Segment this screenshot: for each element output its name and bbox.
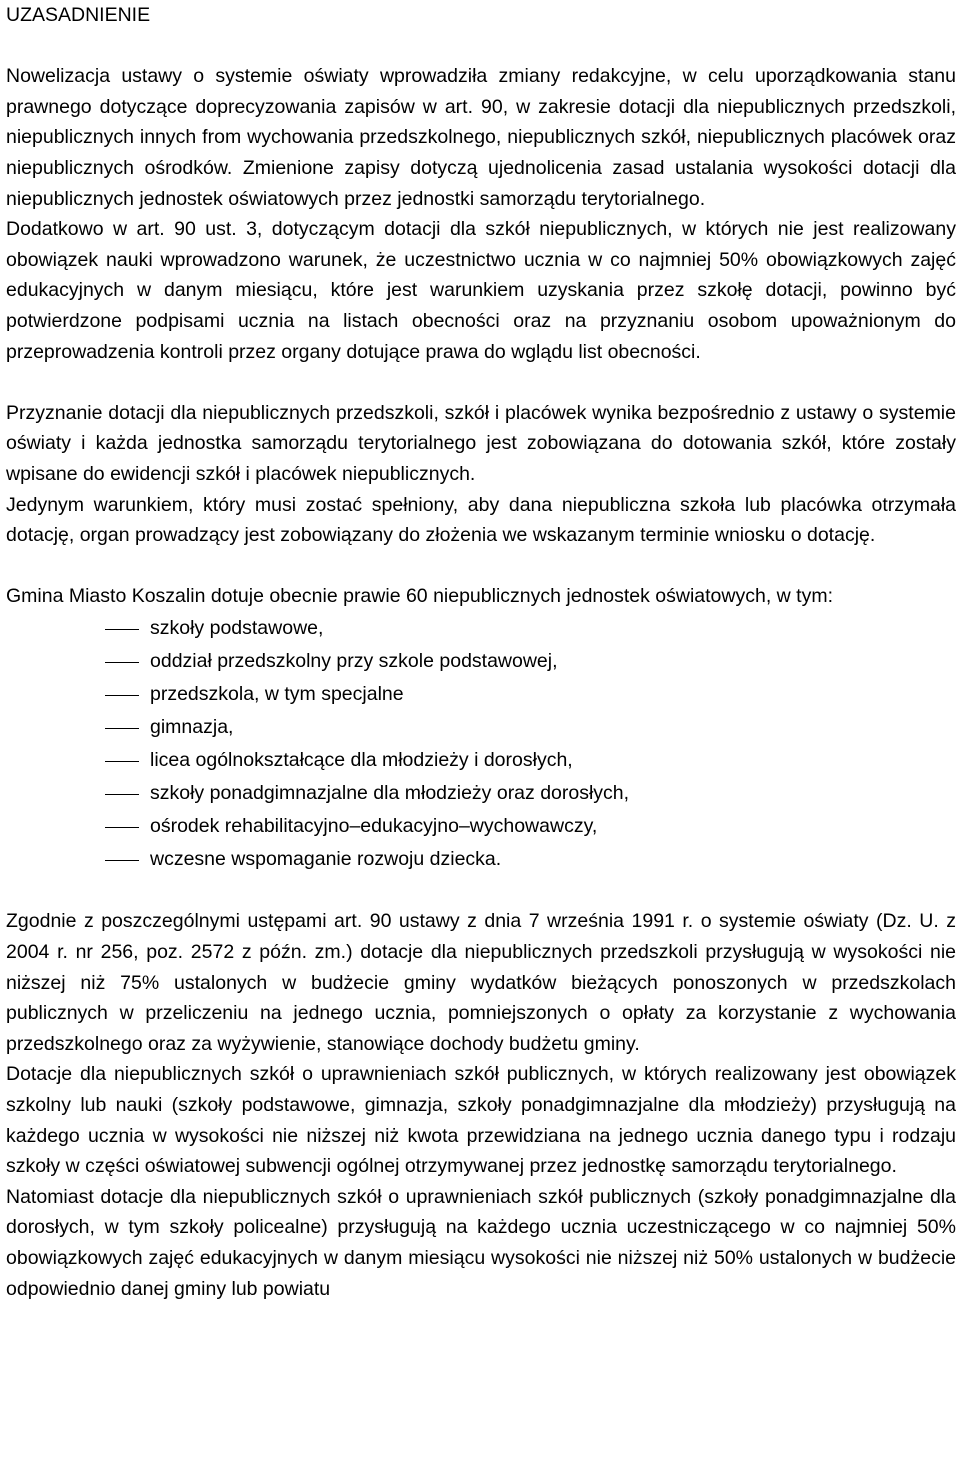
list-item-label: wczesne wspomaganie rozwoju dziecka. (150, 847, 502, 870)
list-item-label: licea ogólnokształcące dla młodzieży i dorosłych, (150, 748, 573, 771)
paragraph-preschool-grants: Zgodnie z poszczególnymi ustępami art. 90 ustawy z dnia 7 września 1991 r. o systemie oświaty (Dz. U. z 2004 r. nr 256, poz. 2572 z późn. zm.) dotacje dla niepublicznych przedszkoli przysługują w wysokości nie niższej niż 75% ustalonych w budżecie gminy wydatków bieżących ponoszonych w przedszkolach publicznych w przeliczeniu na jednego ucznia, pomniejszonych o opłaty za korzystanie z wychowania przedszkolnego oraz za wyżywienie, stanowiące dochody budżetu gminy. (6, 910, 956, 1055)
spacer (6, 551, 956, 582)
institution-list (6, 612, 956, 876)
list-item-label: przedszkola, w tym specjalne (150, 682, 404, 705)
list-item (6, 678, 956, 711)
list-item-label: szkoły podstawowe, (150, 616, 324, 639)
document-page (6, 0, 956, 1304)
list-item (6, 711, 956, 744)
list-item (6, 744, 956, 777)
list-item (6, 645, 956, 678)
spacer (6, 31, 956, 62)
list-item-label: gimnazja, (150, 715, 234, 738)
paragraph-koszalin-intro: Gmina Miasto Koszalin dotuje obecnie prawie 60 niepublicznych jednostek oświatowych, w tym: (6, 585, 833, 608)
list-item-label: szkoły ponadgimnazjalne dla młodzieży oraz dorosłych, (150, 781, 630, 804)
spacer (6, 876, 956, 907)
paragraph-school-grants: Dotacje dla niepublicznych szkół o uprawnieniach szkół publicznych, w których realizowany jest obowiązek szkolny lub nauki (szkoły podstawowe, gimnazja, szkoły ponadgimnazjalne dla młodzieży) przysługują na każdego ucznia w wysokości nie niższej niż kwota przewidziana na jednego ucznia danego typu i rodzaju szkoły w części oświatowej subwencji ogólnej otrzymywanej przez jednostkę samorządu terytorialnego. (6, 1063, 956, 1178)
paragraph-art-90-ust-3: Dodatkowo w art. 90 ust. 3, dotyczącym dotacji dla szkół niepublicznych, w których nie jest realizowany obowiązek nauki wprowadzono warunek, że uczestnictwo ucznia w co najmniej 50% obowiązkowych zajęć edukacyjnych w danym miesiącu, które jest warunkiem uzyskania przez szkołę dotacji, powinno być potwierdzone podpisami ucznia na listach obecności oraz na przyznaniu osobom upoważnionym do przeprowadzenia kontroli przez organy dotujące prawa do wglądu list obecności. (6, 218, 956, 363)
paragraph-amendment: Nowelizacja ustawy o systemie oświaty wprowadziła zmiany redakcyjne, w celu uporządkowania stanu prawnego dotyczące doprecyzowania zapisów w art. 90, w zakresie dotacji dla niepublicznych przedszkoli, niepublicznych innych from wychowania przedszkolnego, niepublicznych szkół, niepublicznych placówek oraz niepublicznych ośrodków. Zmienione zapisy dotyczą ujednolicenia zasad ustalania wysokości dotacji dla niepublicznych jednostek oświatowych przez jednostki samorządu terytorialnego. (6, 65, 956, 210)
paragraph-grant-condition: Jedynym warunkiem, który musi zostać spełniony, aby dana niepubliczna szkoła lub placówka otrzymała dotację, organ prowadzący jest zobowiązany do złożenia we wskazanym terminie wniosku o dotację. (6, 493, 956, 547)
list-item (6, 777, 956, 810)
paragraph-grant-basis: Przyznanie dotacji dla niepublicznych przedszkoli, szkół i placówek wynika bezpośrednio z ustawy o systemie oświaty i każda jednostka samorządu terytorialnego jest zobowiązana do dotowania szkół, które zostały wpisane do ewidencji szkół i placówek niepublicznych. (6, 401, 956, 485)
list-item (6, 612, 956, 645)
list-item-label: ośrodek rehabilitacyjno–edukacyjno–wychowawczy, (150, 814, 598, 837)
paragraph-adult-school-grants: Natomiast dotacje dla niepublicznych szkół o uprawnieniach szkół publicznych (szkoły ponadgimnazjalne dla dorosłych, w tym szkoły policealne) przysługują na każdego ucznia uczestniczącego w co najmniej 50% obowiązkowych zajęć edukacyjnych w danym miesiącu wysokości nie niższej niż 50% ustalonych w budżecie odpowiednio danej gminy lub powiatu (6, 1185, 956, 1300)
document-heading: UZASADNIENIE (6, 4, 151, 26)
list-item (6, 810, 956, 843)
list-item-label: oddział przedszkolny przy szkole podstawowej, (150, 649, 558, 672)
list-item (6, 843, 956, 876)
spacer (6, 367, 956, 398)
